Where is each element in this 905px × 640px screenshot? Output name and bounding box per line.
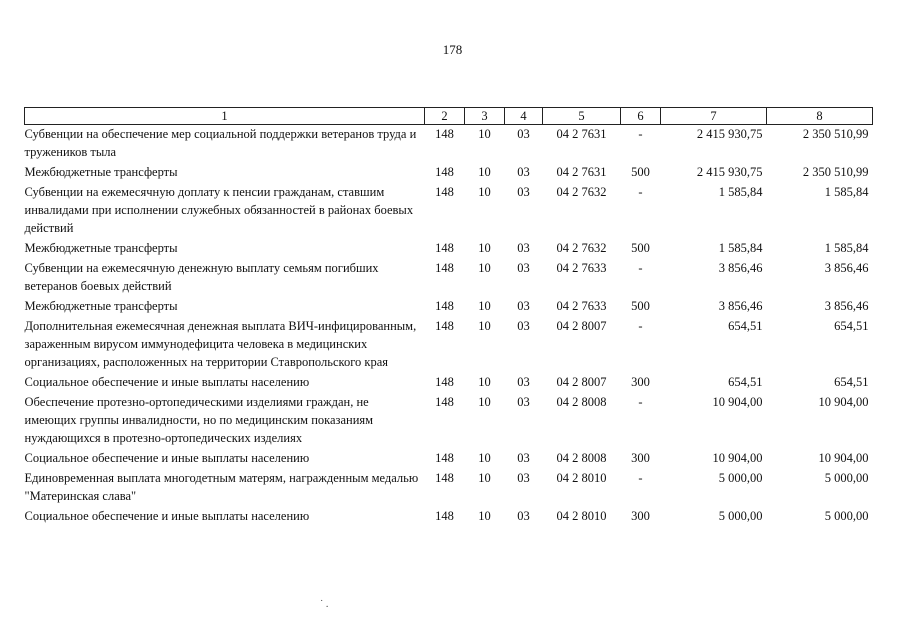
- row-code-5: 04 2 8010: [556, 471, 607, 485]
- header-cell-4: 4: [505, 108, 543, 125]
- table-row: [25, 447, 873, 467]
- row-code-3: 10: [478, 127, 491, 141]
- row-code-4: 03: [517, 471, 530, 485]
- table-row: [25, 467, 873, 505]
- row-code-6: -: [638, 127, 643, 141]
- row-code-3: 10: [478, 375, 491, 389]
- header-cell-6: 6: [621, 108, 661, 125]
- table-row: [25, 125, 873, 162]
- row-code-6: -: [638, 319, 643, 333]
- row-code-3: 10: [478, 319, 491, 333]
- row-code-6: -: [638, 185, 643, 199]
- row-amount-8: 1 585,84: [824, 185, 869, 199]
- row-code-6: 300: [631, 509, 650, 523]
- row-name-cell: Социальное обеспечение и иные выплаты населению: [24, 509, 310, 523]
- header-cell-7: 7: [661, 108, 767, 125]
- header-row: [25, 108, 873, 125]
- row-code-5: 04 2 7632: [556, 185, 607, 199]
- row-name-cell: Субвенции на ежемесячную денежную выплату семьям погибших ветеранов боевых действий: [24, 261, 379, 293]
- row-code-4: 03: [517, 261, 530, 275]
- row-code-3: 10: [478, 471, 491, 485]
- table-body: [25, 125, 873, 526]
- row-code-4: 03: [517, 299, 530, 313]
- table-row: [25, 257, 873, 295]
- row-code-2: 148: [435, 127, 454, 141]
- row-amount-7: 3 856,46: [718, 299, 763, 313]
- row-code-6: -: [638, 395, 643, 409]
- table-header: [25, 108, 873, 125]
- row-name-cell: Субвенции на обеспечение мер социальной поддержки ветеранов труда и тружеников тыла: [24, 127, 417, 159]
- row-amount-7: 5 000,00: [718, 509, 763, 523]
- row-amount-8: 10 904,00: [818, 451, 869, 465]
- row-amount-7: 1 585,84: [718, 185, 763, 199]
- row-amount-8: 10 904,00: [818, 395, 869, 409]
- scan-speck: ˙ .: [320, 599, 329, 610]
- row-amount-7: 654,51: [728, 375, 763, 389]
- page-number: 178: [442, 42, 463, 57]
- header-cell-2: 2: [425, 108, 465, 125]
- row-code-3: 10: [478, 261, 491, 275]
- row-code-2: 148: [435, 319, 454, 333]
- table-row: [25, 315, 873, 371]
- row-amount-7: 3 856,46: [718, 261, 763, 275]
- row-amount-8: 3 856,46: [824, 261, 869, 275]
- table-row: [25, 505, 873, 525]
- row-code-3: 10: [478, 185, 491, 199]
- row-name-cell: Социальное обеспечение и иные выплаты населению: [24, 375, 310, 389]
- row-name-cell: Обеспечение протезно-ортопедическими изделиями граждан, не имеющих группы инвалидности, но по медицинским показаниям нуждающихся в протезно-ортопедических изделиях: [24, 395, 374, 445]
- budget-table: [24, 107, 873, 525]
- table-row: [25, 295, 873, 315]
- row-amount-7: 2 415 930,75: [696, 165, 763, 179]
- row-code-6: 300: [631, 451, 650, 465]
- row-code-4: 03: [517, 451, 530, 465]
- budget-table-container: [24, 107, 872, 525]
- row-code-5: 04 2 8007: [556, 375, 607, 389]
- row-code-4: 03: [517, 319, 530, 333]
- row-code-5: 04 2 8008: [556, 395, 607, 409]
- row-code-3: 10: [478, 241, 491, 255]
- row-code-2: 148: [435, 471, 454, 485]
- row-code-5: 04 2 7631: [556, 165, 607, 179]
- row-code-2: 148: [435, 261, 454, 275]
- row-name-cell: Межбюджетные трансферты: [24, 241, 178, 255]
- row-amount-8: 3 856,46: [824, 299, 869, 313]
- row-code-5: 04 2 7631: [556, 127, 607, 141]
- row-amount-8: 5 000,00: [824, 471, 869, 485]
- header-cell-8: 8: [767, 108, 873, 125]
- row-amount-8: 5 000,00: [824, 509, 869, 523]
- row-amount-8: 654,51: [834, 375, 869, 389]
- row-code-4: 03: [517, 185, 530, 199]
- table-row: [25, 181, 873, 237]
- row-amount-7: 654,51: [728, 319, 763, 333]
- row-code-4: 03: [517, 241, 530, 255]
- row-code-5: 04 2 8010: [556, 509, 607, 523]
- row-code-4: 03: [517, 509, 530, 523]
- row-code-4: 03: [517, 395, 530, 409]
- row-code-6: 500: [631, 241, 650, 255]
- row-code-6: 300: [631, 375, 650, 389]
- row-code-5: 04 2 7633: [556, 261, 607, 275]
- row-amount-8: 2 350 510,99: [802, 165, 869, 179]
- row-code-2: 148: [435, 509, 454, 523]
- table-row: [25, 391, 873, 447]
- row-code-4: 03: [517, 375, 530, 389]
- row-name-cell: Межбюджетные трансферты: [24, 165, 178, 179]
- row-amount-7: 2 415 930,75: [696, 127, 763, 141]
- row-code-2: 148: [435, 165, 454, 179]
- row-code-4: 03: [517, 165, 530, 179]
- row-name-cell: Дополнительная ежемесячная денежная выплата ВИЧ-инфицированным, зараженным вирусом иммунодефицита человека в медицинских организациях, расположенных на территории Ставропольского края: [24, 319, 417, 369]
- header-cell-5: 5: [543, 108, 621, 125]
- row-code-6: -: [638, 471, 643, 485]
- row-code-3: 10: [478, 165, 491, 179]
- row-code-5: 04 2 8008: [556, 451, 607, 465]
- header-cell-1: 1: [25, 108, 425, 125]
- row-code-6: 500: [631, 165, 650, 179]
- row-amount-8: 1 585,84: [824, 241, 869, 255]
- row-code-2: 148: [435, 185, 454, 199]
- row-code-6: -: [638, 261, 643, 275]
- row-amount-8: 654,51: [834, 319, 869, 333]
- row-name-cell: Субвенции на ежемесячную доплату к пенсии гражданам, ставшим инвалидами при исполнении служебных обязанностей в районах боевых действий: [24, 185, 414, 235]
- row-code-3: 10: [478, 299, 491, 313]
- row-name-cell: Межбюджетные трансферты: [24, 299, 178, 313]
- row-name-cell: Социальное обеспечение и иные выплаты населению: [24, 451, 310, 465]
- row-code-2: 148: [435, 299, 454, 313]
- row-amount-7: 5 000,00: [718, 471, 763, 485]
- table-row: [25, 161, 873, 181]
- row-code-2: 148: [435, 375, 454, 389]
- row-code-5: 04 2 8007: [556, 319, 607, 333]
- row-code-5: 04 2 7633: [556, 299, 607, 313]
- row-code-2: 148: [435, 241, 454, 255]
- row-code-5: 04 2 7632: [556, 241, 607, 255]
- row-name-cell: Единовременная выплата многодетным матерям, награжденным медалью "Материнская слава": [24, 471, 419, 503]
- row-code-3: 10: [478, 509, 491, 523]
- row-amount-7: 1 585,84: [718, 241, 763, 255]
- row-code-4: 03: [517, 127, 530, 141]
- row-code-3: 10: [478, 451, 491, 465]
- header-cell-3: 3: [465, 108, 505, 125]
- row-amount-8: 2 350 510,99: [802, 127, 869, 141]
- row-code-2: 148: [435, 395, 454, 409]
- row-amount-7: 10 904,00: [712, 395, 763, 409]
- row-amount-7: 10 904,00: [712, 451, 763, 465]
- table-row: [25, 371, 873, 391]
- table-row: [25, 237, 873, 257]
- row-code-3: 10: [478, 395, 491, 409]
- row-code-6: 500: [631, 299, 650, 313]
- row-code-2: 148: [435, 451, 454, 465]
